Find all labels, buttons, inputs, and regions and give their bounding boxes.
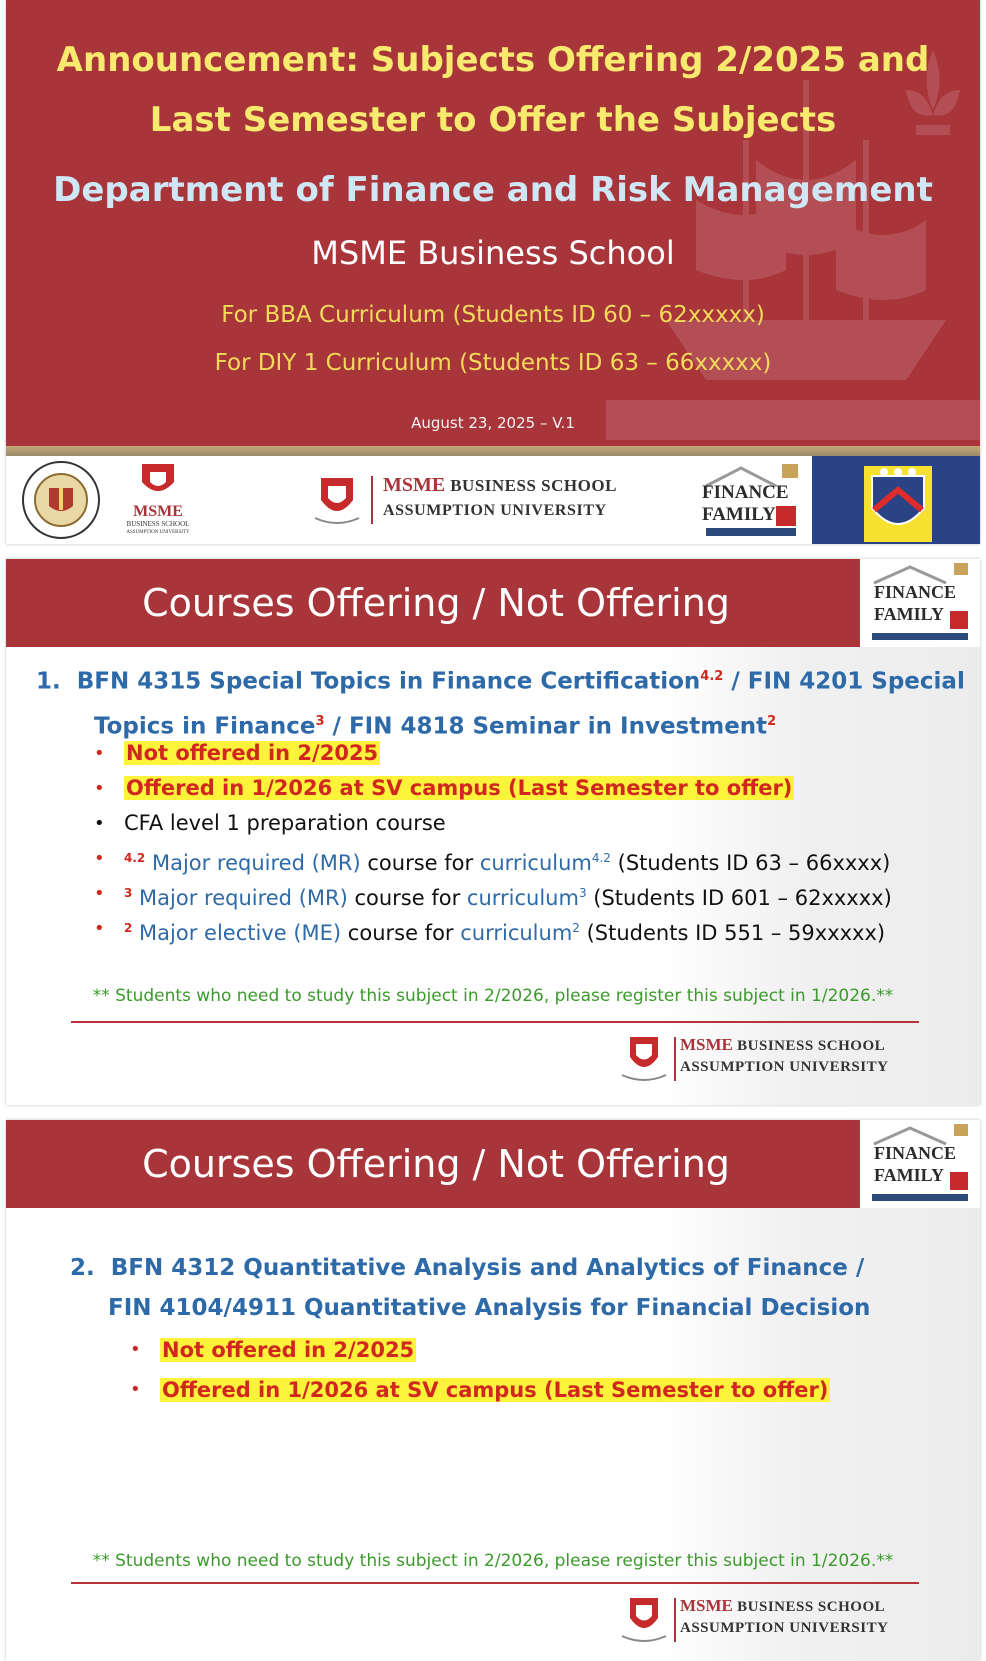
course1-title-part4: / FIN 4818 Seminar in Investment <box>324 713 768 740</box>
divider-rule <box>71 1021 919 1023</box>
course1-sup-a: 4.2 <box>700 669 724 684</box>
finance-family-logo-small <box>860 1120 980 1208</box>
req3-ids: (Students ID 551 – 59xxxxx) <box>579 921 886 945</box>
finance-family-line2: FAMILY <box>702 504 776 525</box>
req1-ids: (Students ID 63 – 66xxxx) <box>610 851 891 875</box>
req1-type: Major required (MR) <box>151 851 361 875</box>
list-item <box>94 771 892 806</box>
footer-divider <box>674 1598 676 1642</box>
list-item <box>94 806 892 841</box>
msme-footer-shield-icon <box>618 1596 670 1644</box>
cover-slide <box>6 0 980 544</box>
msme-brand-name <box>383 474 617 497</box>
req3-curr: curriculum <box>460 921 573 945</box>
req2-csup: 3 <box>578 886 587 900</box>
req2-type: Major required (MR) <box>139 886 348 910</box>
finance-family-small-text <box>874 1142 956 1186</box>
course2-not-offered: Not offered in 2/2025 <box>162 1338 415 1362</box>
footer-bs-text: BUSINESS SCHOOL <box>737 1038 886 1054</box>
req1-sup: 4.2 <box>124 851 146 865</box>
crest-shield-icon <box>864 466 932 542</box>
course1-cfa: CFA level 1 preparation course <box>124 811 446 835</box>
course2-note: ** Students who need to study this subject in 2/2026, please register this subject in 1/2026.** <box>92 1551 894 1571</box>
ff-small-line2: FAMILY <box>874 1165 945 1185</box>
footer-divider <box>674 1037 676 1081</box>
msme-footer-shield-icon <box>618 1035 670 1083</box>
msme-crest-sub: BUSINESS SCHOOL <box>126 520 190 528</box>
bullet-dot-icon: • <box>94 883 105 904</box>
course-slide-1 <box>6 559 980 1105</box>
footer-name-text: MSME <box>680 1596 733 1615</box>
date-version: August 23, 2025 – V.1 <box>411 414 575 432</box>
msme-brand-univ: ASSUMPTION UNIVERSITY <box>383 502 607 519</box>
ff-small-line1: FINANCE <box>874 1143 957 1163</box>
au-seal-logo <box>16 460 106 540</box>
course2-title-line1-text: BFN 4312 Quantitative Analysis and Analytics of Finance / <box>110 1255 865 1281</box>
footer-bs-text: BUSINESS SCHOOL <box>737 1599 886 1615</box>
finance-family-logo <box>696 462 806 538</box>
course1-note: ** Students who need to study this subject in 2/2026, please register this subject in 1/2026.** <box>92 986 894 1006</box>
msme-crest-sub2: ASSUMPTION UNIVERSITY <box>126 530 190 535</box>
course1-bullets <box>94 736 892 946</box>
school-name: MSME Business School <box>311 234 675 272</box>
msme-brand-shield-icon <box>311 474 363 526</box>
ff-small-line2: FAMILY <box>874 604 945 624</box>
list-item <box>94 911 892 946</box>
course2-title-line2: FIN 4104/4911 Quantitative Analysis for Financial Decision <box>108 1295 871 1321</box>
req2-ids: (Students ID 601 – 62xxxxx) <box>586 886 892 910</box>
finance-family-logo-small <box>860 559 980 647</box>
announcement-title <box>6 30 980 150</box>
bullet-dot-icon: • <box>94 813 105 834</box>
list-item <box>94 876 892 911</box>
msme-crest-label: MSME <box>133 503 183 520</box>
msme-footer-name <box>680 1035 885 1055</box>
req3-type: Major elective (ME) <box>139 921 342 945</box>
curriculum-bba: For BBA Curriculum (Students ID 60 – 62xxxxx) <box>221 302 765 328</box>
course1-sup-c: 2 <box>767 713 777 729</box>
msme-shield-icon <box>138 460 178 500</box>
curriculum-diy: For DIY 1 Curriculum (Students ID 63 – 66xxxxx) <box>214 350 772 376</box>
brand-divider <box>371 476 373 524</box>
msme-footer-logo <box>618 1596 918 1644</box>
bullet-dot-icon: • <box>94 918 105 939</box>
course2-title <box>70 1248 930 1328</box>
req3-sup: 2 <box>124 921 133 935</box>
msme-footer-univ: ASSUMPTION UNIVERSITY <box>680 1059 889 1075</box>
bullet-dot-icon: • <box>94 743 105 764</box>
list-item <box>130 1370 830 1410</box>
title-line-1: Announcement: Subjects Offering 2/2025 and <box>56 40 930 80</box>
req2-sup: 3 <box>124 886 133 900</box>
course2-offered: Offered in 1/2026 at SV campus (Last Semester to offer) <box>162 1378 829 1402</box>
msme-crest-logo <box>118 460 198 542</box>
au-seal-icon <box>16 460 106 540</box>
list-item <box>130 1330 830 1370</box>
crest-yellow-field <box>864 466 932 542</box>
bullet-dot-icon: • <box>130 1339 141 1360</box>
course1-sup-b: 3 <box>315 713 325 729</box>
divider-rule <box>71 1582 919 1584</box>
finance-family-line1: FINANCE <box>702 482 789 503</box>
finance-family-small-text <box>874 581 956 625</box>
cover-banner <box>6 0 980 446</box>
bullet-dot-icon: • <box>94 848 105 869</box>
req3-csup: 2 <box>572 921 580 935</box>
course1-title-part3: Topics in Finance <box>94 713 316 740</box>
course2-number: 2. <box>70 1255 95 1281</box>
slide-header <box>6 1120 980 1208</box>
footer-name-text: MSME <box>680 1035 733 1054</box>
finance-family-text <box>702 482 789 526</box>
ff-small-line1: FINANCE <box>874 582 957 602</box>
msme-footer-univ: ASSUMPTION UNIVERSITY <box>680 1620 889 1636</box>
course2-title-line1 <box>70 1248 930 1288</box>
gold-divider <box>6 446 980 456</box>
req2-curr: curriculum <box>466 886 579 910</box>
course1-title-line1 <box>36 657 965 702</box>
bullet-dot-icon: • <box>130 1379 141 1400</box>
department-name: Department of Finance and Risk Management <box>53 170 933 210</box>
course1-number: 1. <box>36 668 61 695</box>
req2-mid: course for <box>347 886 467 910</box>
list-item <box>94 841 892 876</box>
slide-header-title: Courses Offering / Not Offering <box>142 581 730 625</box>
title-line-2: Last Semester to Offer the Subjects <box>149 100 837 140</box>
course2-bullets <box>130 1330 830 1410</box>
msme-footer-logo <box>618 1035 918 1083</box>
bullet-dot-icon: • <box>94 778 105 799</box>
course-slide-2 <box>6 1120 980 1661</box>
logo-strip <box>6 456 980 544</box>
msme-brand-logo <box>311 474 651 526</box>
course1-title <box>36 657 965 746</box>
slide-header-title: Courses Offering / Not Offering <box>142 1142 730 1186</box>
list-item <box>94 736 892 771</box>
msme-footer-name <box>680 1596 885 1616</box>
req1-curr: curriculum <box>479 851 592 875</box>
course1-title-part2: / FIN 4201 Special <box>723 668 965 695</box>
slide-header <box>6 559 980 647</box>
course1-not-offered: Not offered in 2/2025 <box>126 741 379 765</box>
req1-csup: 4.2 <box>591 851 611 865</box>
req1-mid: course for <box>360 851 480 875</box>
msme-brand-name-text: MSME <box>383 474 446 496</box>
req3-mid: course for <box>341 921 461 945</box>
crest-flag-panel <box>812 456 980 544</box>
msme-brand-bs: BUSINESS SCHOOL <box>450 476 617 495</box>
course1-offered: Offered in 1/2026 at SV campus (Last Semester to offer) <box>126 776 793 800</box>
course1-title-part1: BFN 4315 Special Topics in Finance Certification <box>76 668 701 695</box>
